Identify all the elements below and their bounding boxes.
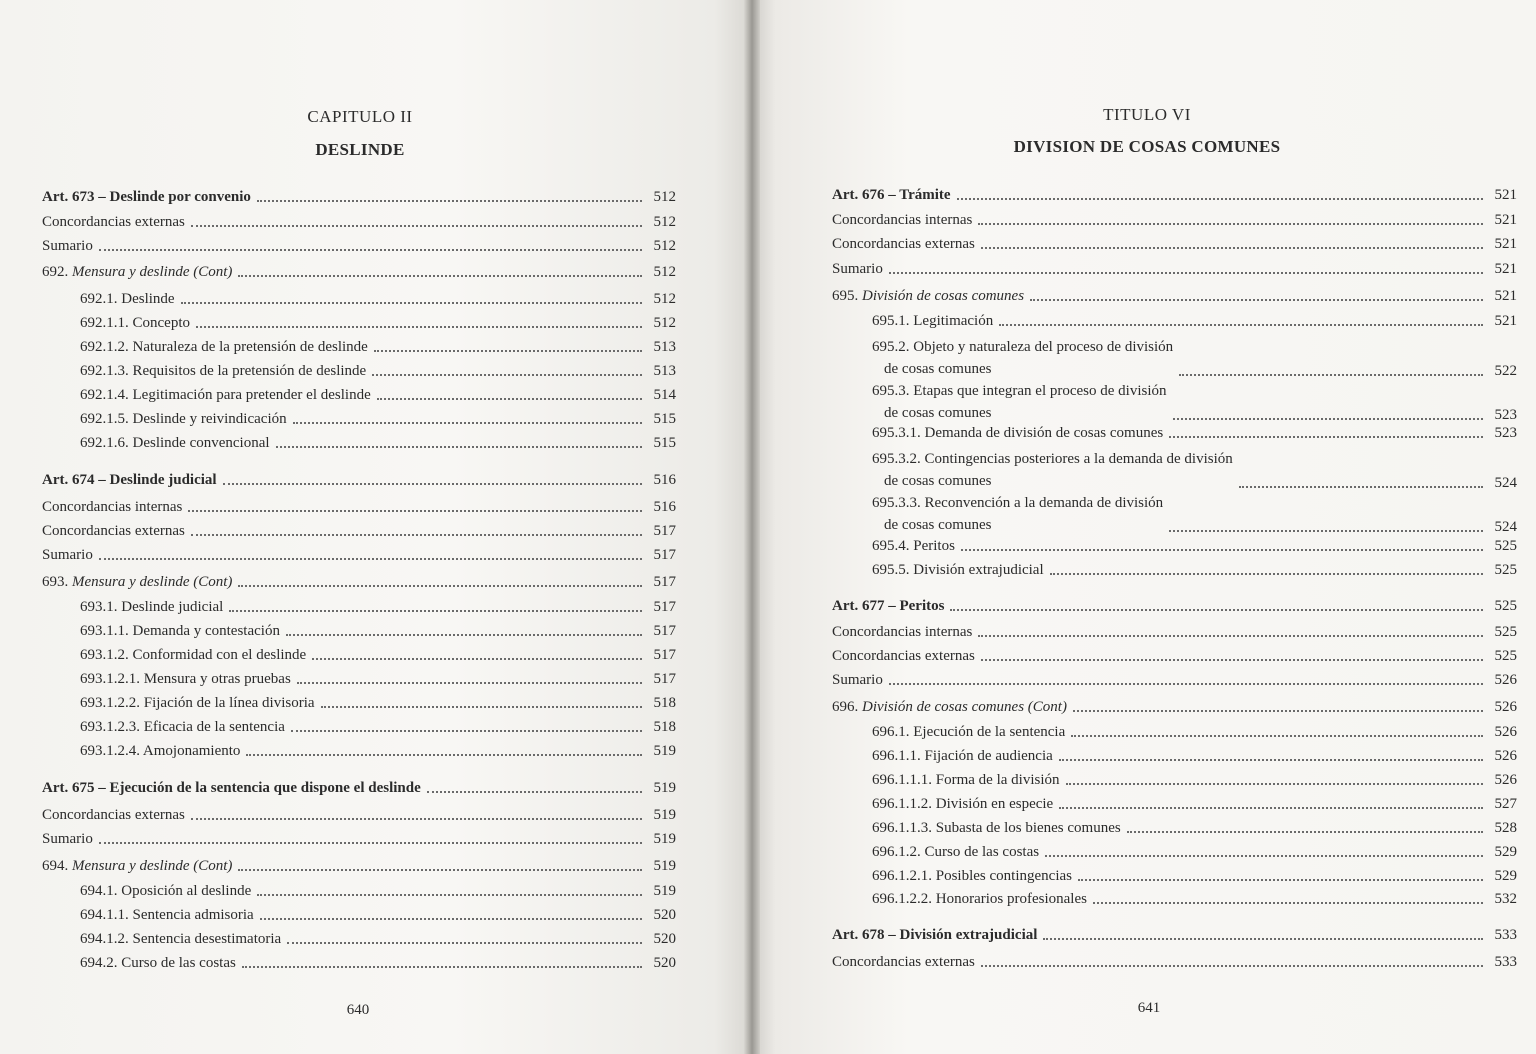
toc-page-number: 512 <box>653 238 676 254</box>
toc-entry <box>832 647 1517 665</box>
toc-leader-dots <box>297 682 642 684</box>
right-page <box>752 0 1536 1054</box>
toc-entry-label: 695.1. Legitimación <box>872 313 994 329</box>
toc-entry-label: 695.3.1. Demanda de división de cosas comunes <box>872 425 1164 441</box>
toc-entry-line-1: 695.3.2. Contingencias posteriores a la demanda de división <box>872 451 1233 467</box>
toc-entry <box>42 930 676 948</box>
toc-entry-label: Concordancias externas <box>832 954 975 970</box>
toc-page-number: 521 <box>1494 187 1517 203</box>
toc-leader-dots <box>191 818 642 820</box>
toc-leader-dots <box>1127 831 1483 833</box>
toc-section-title: Mensura y deslinde (Cont) <box>72 264 233 280</box>
toc-leader-dots <box>312 658 642 660</box>
toc-entry-label: 692.1.1. Concepto <box>80 315 190 331</box>
toc-leader-dots <box>981 965 1483 967</box>
toc-entry-label <box>872 336 1173 380</box>
toc-entry-label <box>42 857 232 875</box>
toc-leader-dots <box>374 350 642 352</box>
toc-entry <box>832 561 1517 579</box>
toc-leader-dots <box>981 247 1483 249</box>
toc-section-number: 696. <box>832 699 862 715</box>
toc-page-number: 523 <box>1494 425 1517 441</box>
toc-page-number: 512 <box>653 214 676 230</box>
toc-entry <box>832 336 1517 380</box>
toc-leader-dots <box>889 683 1483 685</box>
toc-entry <box>832 260 1517 278</box>
toc-entry-label: Sumario <box>832 672 883 688</box>
toc-page-number: 512 <box>653 291 676 307</box>
toc-entry <box>832 953 1517 971</box>
toc-entry-line-2: de cosas comunes <box>884 361 992 377</box>
toc-entry-label: Sumario <box>832 261 883 277</box>
toc-entry-label: 696.1.1.2. División en especie <box>872 796 1054 812</box>
toc-entry <box>832 890 1517 908</box>
toc-entry <box>42 546 676 564</box>
toc-entry-label: Concordancias externas <box>42 807 185 823</box>
toc-section-number: 695. <box>832 288 862 304</box>
toc-entry <box>832 698 1517 716</box>
toc-entry <box>42 434 676 452</box>
toc-page-number: 526 <box>1494 724 1517 740</box>
toc-entry <box>42 857 676 875</box>
toc-entry <box>832 795 1517 813</box>
toc-leader-dots <box>238 585 642 587</box>
toc-leader-dots <box>427 791 642 793</box>
toc-entry <box>832 723 1517 741</box>
toc-entry <box>832 926 1517 944</box>
toc-entry <box>42 598 676 616</box>
toc-page-number: 517 <box>653 599 676 615</box>
title-heading: TITULO VI <box>1103 105 1191 124</box>
toc-leader-dots <box>1169 436 1483 438</box>
toc-page-number: 512 <box>653 264 676 280</box>
left-page <box>0 0 752 1054</box>
toc-entry <box>42 237 676 255</box>
toc-page-number: 524 <box>1494 519 1517 535</box>
toc-leader-dots <box>257 894 642 896</box>
toc-section-number: 693. <box>42 574 72 590</box>
toc-page-number: 514 <box>653 387 676 403</box>
toc-page-number: 525 <box>1494 598 1517 614</box>
toc-section-title: División de cosas comunes <box>862 288 1025 304</box>
toc-entry-line-2: de cosas comunes <box>884 405 992 421</box>
toc-page-number: 515 <box>653 411 676 427</box>
toc-leader-dots <box>1059 807 1483 809</box>
toc-page-number: 526 <box>1494 772 1517 788</box>
toc-entry <box>42 338 676 356</box>
toc-entry <box>42 213 676 231</box>
toc-entry <box>832 186 1517 204</box>
toc-entry-line-1: 695.3. Etapas que integran el proceso de división <box>872 383 1167 399</box>
toc-entry-label: Art. 677 – Peritos <box>832 598 945 614</box>
toc-entry-label: 694.1. Oposición al deslinde <box>80 883 252 899</box>
toc-leader-dots <box>238 869 642 871</box>
toc-entry <box>42 806 676 824</box>
toc-leader-dots <box>889 272 1483 274</box>
toc-page-number: 517 <box>653 647 676 663</box>
toc-entry-label: 695.4. Peritos <box>872 538 955 554</box>
toc-section-title: División de cosas comunes (Cont) <box>862 699 1067 715</box>
toc-entry-label: 696.1.2. Curso de las costas <box>872 844 1040 860</box>
toc-entry-label: 696.1.2.1. Posibles contingencias <box>872 868 1072 884</box>
toc-entry <box>42 290 676 308</box>
toc-page-number: 523 <box>1494 407 1517 423</box>
toc-page-number: 516 <box>653 472 676 488</box>
toc-page-number: 521 <box>1494 288 1517 304</box>
toc-page-number: 518 <box>653 719 676 735</box>
chapter-title: DESLINDE <box>315 140 405 159</box>
toc-leader-dots <box>321 706 642 708</box>
toc-leader-dots <box>223 483 642 485</box>
toc-entry-label: 693.1.2.4. Amojonamiento <box>80 743 241 759</box>
toc-entry-line-2: de cosas comunes <box>884 473 992 489</box>
toc-entry <box>42 742 676 760</box>
toc-entry <box>42 718 676 736</box>
toc-page-number: 513 <box>653 339 676 355</box>
toc-entry-label: 696.1.1.1. Forma de la división <box>872 772 1060 788</box>
toc-entry-label: Concordancias externas <box>42 523 185 539</box>
toc-leader-dots <box>188 510 642 512</box>
toc-page-number: 527 <box>1494 796 1517 812</box>
toc-entry-label <box>42 573 232 591</box>
toc-leader-dots <box>242 966 642 968</box>
toc-entry-label: Sumario <box>42 547 93 563</box>
toc-page-number: 519 <box>653 780 676 796</box>
toc-page-number: 521 <box>1494 236 1517 252</box>
toc-entry-label: Art. 678 – División extrajudicial <box>832 927 1038 943</box>
toc-leader-dots <box>1078 879 1483 881</box>
toc-entry-label <box>872 380 1167 424</box>
toc-entry <box>42 522 676 540</box>
toc-entry <box>832 211 1517 229</box>
toc-entry-label <box>832 287 1024 305</box>
toc-entry <box>832 312 1517 330</box>
toc-leader-dots <box>377 398 642 400</box>
toc-leader-dots <box>181 302 642 304</box>
toc-entry-label: 692.1.3. Requisitos de la pretensión de deslinde <box>80 363 367 379</box>
toc-page-number: 532 <box>1494 891 1517 907</box>
toc-page-number: 517 <box>653 623 676 639</box>
toc-page-number: 533 <box>1494 954 1517 970</box>
toc-entry-label <box>832 698 1067 716</box>
toc-leader-dots <box>257 200 642 202</box>
toc-leader-dots <box>246 754 642 756</box>
toc-entry-label: Art. 673 – Deslinde por convenio <box>42 189 251 205</box>
toc-entry-line-1: 695.3.3. Reconvención a la demanda de división <box>872 495 1164 511</box>
toc-page-number: 529 <box>1494 868 1517 884</box>
toc-entry <box>832 448 1517 492</box>
toc-page-number: 517 <box>653 523 676 539</box>
toc-entry <box>42 498 676 516</box>
toc-entry <box>832 492 1517 536</box>
toc-leader-dots <box>372 374 642 376</box>
toc-entry-label: Sumario <box>42 238 93 254</box>
toc-entry-label: 694.1.2. Sentencia desestimatoria <box>80 931 282 947</box>
toc-leader-dots <box>291 730 642 732</box>
toc-list-right <box>832 0 1517 1000</box>
toc-entry-label: 696.1.1.3. Subasta de los bienes comunes <box>872 820 1121 836</box>
toc-page-number: 526 <box>1494 748 1517 764</box>
toc-entry-label: Art. 674 – Deslinde judicial <box>42 472 217 488</box>
toc-entry-label: 696.1.2.2. Honorarios profesionales <box>872 891 1087 907</box>
toc-entry <box>832 843 1517 861</box>
toc-entry <box>832 671 1517 689</box>
toc-entry <box>42 386 676 404</box>
toc-leader-dots <box>286 634 642 636</box>
toc-entry-label <box>42 263 232 281</box>
toc-leader-dots <box>99 249 642 251</box>
toc-entry <box>42 314 676 332</box>
toc-page-number: 525 <box>1494 624 1517 640</box>
toc-leader-dots <box>293 422 642 424</box>
toc-page-number: 524 <box>1494 475 1517 491</box>
toc-entry <box>42 362 676 380</box>
toc-leader-dots <box>1030 299 1483 301</box>
toc-entry-label: Concordancias internas <box>832 624 973 640</box>
toc-entry-label: Art. 675 – Ejecución de la sentencia que dispone el deslinde <box>42 780 421 796</box>
toc-entry-label: Concordancias externas <box>832 648 975 664</box>
toc-section-number: 694. <box>42 858 72 874</box>
toc-leader-dots <box>1050 573 1483 575</box>
toc-page-number: 517 <box>653 547 676 563</box>
toc-entry-label: 692.1.2. Naturaleza de la pretensión de deslinde <box>80 339 368 355</box>
toc-leader-dots <box>1045 855 1483 857</box>
toc-page-number: 529 <box>1494 844 1517 860</box>
title-name: DIVISION DE COSAS COMUNES <box>1013 137 1281 156</box>
toc-entry-label: 696.1. Ejecución de la sentencia <box>872 724 1066 740</box>
page-number-left: 640 <box>346 1002 370 1018</box>
toc-page-number: 519 <box>653 807 676 823</box>
toc-entry-label: Concordancias externas <box>42 214 185 230</box>
toc-entry <box>832 597 1517 615</box>
toc-entry <box>832 747 1517 765</box>
toc-entry <box>42 830 676 848</box>
toc-entry-label <box>872 492 1163 536</box>
toc-entry <box>832 380 1517 424</box>
toc-leader-dots <box>1169 530 1483 532</box>
toc-entry-label: Concordancias externas <box>832 236 975 252</box>
toc-leader-dots <box>238 275 642 277</box>
toc-leader-dots <box>978 635 1483 637</box>
toc-entry <box>42 779 676 797</box>
toc-entry-label: Sumario <box>42 831 93 847</box>
toc-page-number: 517 <box>653 574 676 590</box>
toc-entry <box>42 646 676 664</box>
toc-leader-dots <box>260 918 642 920</box>
toc-leader-dots <box>99 558 642 560</box>
toc-entry <box>42 188 676 206</box>
toc-entry-label: Concordancias internas <box>832 212 973 228</box>
toc-leader-dots <box>1066 783 1484 785</box>
toc-entry-label: 693.1.1. Demanda y contestación <box>80 623 280 639</box>
toc-page-number: 519 <box>653 858 676 874</box>
toc-page-number: 525 <box>1494 562 1517 578</box>
toc-leader-dots <box>961 549 1483 551</box>
toc-leader-dots <box>287 942 642 944</box>
toc-leader-dots <box>957 198 1483 200</box>
toc-leader-dots <box>1093 902 1483 904</box>
toc-entry-label: 692.1. Deslinde <box>80 291 175 307</box>
toc-entry-label: 693.1. Deslinde judicial <box>80 599 224 615</box>
toc-entry <box>42 410 676 428</box>
toc-leader-dots <box>1179 374 1483 376</box>
toc-page-number: 517 <box>653 671 676 687</box>
toc-leader-dots <box>950 609 1483 611</box>
toc-entry <box>42 622 676 640</box>
toc-list-left <box>42 0 676 1000</box>
toc-entry-label: Concordancias internas <box>42 499 183 515</box>
toc-section-number: 692. <box>42 264 72 280</box>
toc-leader-dots <box>981 659 1483 661</box>
toc-leader-dots <box>229 610 642 612</box>
toc-entry-label: 694.2. Curso de las costas <box>80 955 236 971</box>
toc-entry-label <box>872 448 1233 492</box>
toc-leader-dots <box>1043 938 1483 940</box>
toc-page-number: 519 <box>653 743 676 759</box>
toc-entry <box>42 882 676 900</box>
toc-entry-label: 693.1.2.3. Eficacia de la sentencia <box>80 719 285 735</box>
toc-page-number: 519 <box>653 831 676 847</box>
toc-entry-label: 693.1.2.2. Fijación de la línea divisoria <box>80 695 315 711</box>
toc-entry <box>832 424 1517 442</box>
toc-entry-label: 695.5. División extrajudicial <box>872 562 1044 578</box>
toc-page-number: 528 <box>1494 820 1517 836</box>
toc-entry <box>832 771 1517 789</box>
toc-leader-dots <box>196 326 642 328</box>
toc-entry-label: 693.1.2.1. Mensura y otras pruebas <box>80 671 291 687</box>
toc-page-number: 521 <box>1494 313 1517 329</box>
toc-section-title: Mensura y deslinde (Cont) <box>72 574 233 590</box>
toc-entry-label: Art. 676 – Trámite <box>832 187 951 203</box>
toc-leader-dots <box>276 446 642 448</box>
toc-entry <box>42 954 676 972</box>
toc-leader-dots <box>99 842 642 844</box>
toc-page-number: 513 <box>653 363 676 379</box>
toc-entry <box>832 287 1517 305</box>
toc-page-number: 525 <box>1494 538 1517 554</box>
book-gutter <box>744 0 760 1054</box>
toc-leader-dots <box>1073 710 1483 712</box>
toc-entry <box>832 819 1517 837</box>
toc-entry-label: 692.1.6. Deslinde convencional <box>80 435 270 451</box>
toc-leader-dots <box>1173 418 1483 420</box>
toc-entry <box>832 867 1517 885</box>
toc-entry <box>42 906 676 924</box>
toc-leader-dots <box>191 534 642 536</box>
toc-page-number: 516 <box>653 499 676 515</box>
chapter-heading: CAPITULO II <box>307 107 413 126</box>
toc-section-title: Mensura y deslinde (Cont) <box>72 858 233 874</box>
toc-page-number: 526 <box>1494 699 1517 715</box>
toc-page-number: 520 <box>653 907 676 923</box>
toc-page-number: 512 <box>653 189 676 205</box>
toc-entry-label: 694.1.1. Sentencia admisoria <box>80 907 254 923</box>
toc-page-number: 521 <box>1494 212 1517 228</box>
toc-leader-dots <box>1071 735 1483 737</box>
toc-entry <box>832 623 1517 641</box>
toc-page-number: 515 <box>653 435 676 451</box>
toc-leader-dots <box>978 223 1483 225</box>
toc-entry-label: 692.1.5. Deslinde y reivindicación <box>80 411 287 427</box>
toc-entry <box>42 471 676 489</box>
toc-entry <box>832 235 1517 253</box>
toc-page-number: 519 <box>653 883 676 899</box>
toc-leader-dots <box>1059 759 1483 761</box>
toc-page-number: 512 <box>653 315 676 331</box>
toc-entry <box>42 694 676 712</box>
toc-entry-label: 693.1.2. Conformidad con el deslinde <box>80 647 307 663</box>
toc-entry-label: 696.1.1. Fijación de audiencia <box>872 748 1053 764</box>
toc-entry-line-2: de cosas comunes <box>884 517 992 533</box>
toc-entry <box>42 573 676 591</box>
toc-entry-label: 692.1.4. Legitimación para pretender el deslinde <box>80 387 371 403</box>
toc-entry-line-1: 695.2. Objeto y naturaleza del proceso de división <box>872 339 1174 355</box>
toc-page-number: 520 <box>653 931 676 947</box>
toc-entry <box>42 670 676 688</box>
toc-page-number: 520 <box>653 955 676 971</box>
toc-page-number: 533 <box>1494 927 1517 943</box>
toc-entry <box>832 537 1517 555</box>
toc-page-number: 522 <box>1494 363 1517 379</box>
toc-leader-dots <box>999 324 1483 326</box>
toc-page-number: 526 <box>1494 672 1517 688</box>
page-number-right: 641 <box>1137 1000 1161 1016</box>
toc-page-number: 518 <box>653 695 676 711</box>
toc-page-number: 521 <box>1494 261 1517 277</box>
toc-leader-dots <box>1239 486 1483 488</box>
toc-entry <box>42 263 676 281</box>
toc-page-number: 525 <box>1494 648 1517 664</box>
toc-leader-dots <box>191 225 642 227</box>
